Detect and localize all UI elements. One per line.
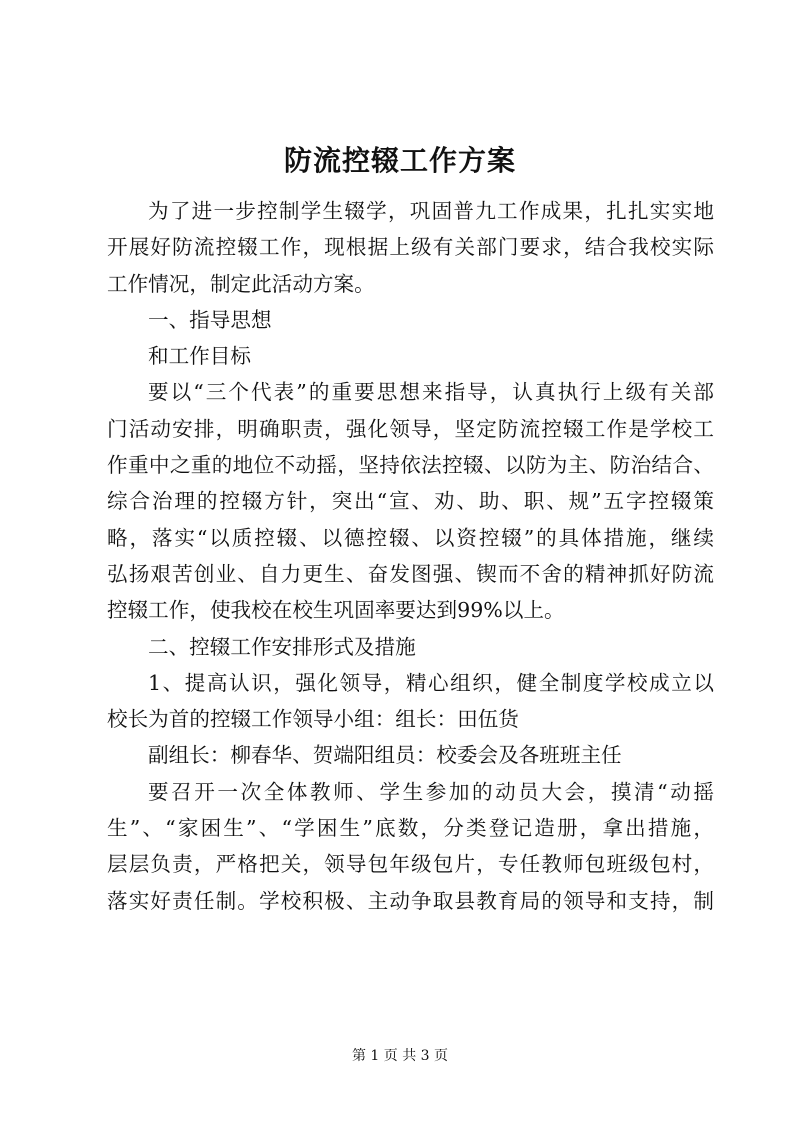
section-heading-guiding-thought: 一、指导思想 xyxy=(148,307,272,332)
document-title: 防流控辍工作方案 xyxy=(283,144,516,177)
body-line: 要以“三个代表”的重要思想来指导，认真执行上级有关部 xyxy=(148,380,714,405)
body-line: 1、提高认识，强化领导，精心组织，健全制度学校成立以 xyxy=(148,670,714,695)
body-line: 开展好防流控辍工作，现根据上级有关部门要求，结合我校实际 xyxy=(107,235,714,260)
body-line: 和工作目标 xyxy=(148,344,251,369)
document-body xyxy=(107,193,714,919)
body-line: 为了进一步控制学生辍学，巩固普九工作成果，扎扎实实地 xyxy=(148,199,714,223)
body-line: 门活动安排，明确职责，强化领导，坚定防流控辍工作是学校工 xyxy=(107,416,714,441)
body-line: 弘扬艰苦创业、自力更生、奋发图强、锲而不舍的精神抓好防流 xyxy=(107,561,714,586)
body-line: 略，落实“以质控辍、以德控辍、以资控辍”的具体措施，继续 xyxy=(107,525,714,550)
section-heading-measures: 二、控辍工作安排形式及措施 xyxy=(148,634,416,659)
body-line: 校长为首的控辍工作领导小组：组长：田伍货 xyxy=(107,707,519,732)
body-line: 生”、“家困生”、“学困生”底数，分类登记造册，拿出措施， xyxy=(107,816,714,841)
body-line: 层层负责，严格把关，领导包年级包片，专任教师包班级包村， xyxy=(107,852,714,877)
body-line: 控辍工作，使我校在校生巩固率要达到99%以上。 xyxy=(107,598,565,623)
body-line: 落实好责任制。学校积极、主动争取县教育局的领导和支持，制 xyxy=(107,888,714,913)
body-line: 要召开一次全体教师、学生参加的动员大会，摸清“动摇 xyxy=(148,779,714,804)
body-line: 副组长：柳春华、贺端阳组员：校委会及各班班主任 xyxy=(148,743,622,768)
body-line: 作重中之重的地位不动摇，坚持依法控辍、以防为主、防治结合、 xyxy=(107,453,714,478)
page-number-footer: 第 1 页 共 3 页 xyxy=(351,1048,449,1064)
body-line: 综合治理的控辍方针，突出“宣、劝、助、职、规”五字控辍策 xyxy=(107,489,714,514)
body-line: 工作情况，制定此活动方案。 xyxy=(107,271,375,296)
